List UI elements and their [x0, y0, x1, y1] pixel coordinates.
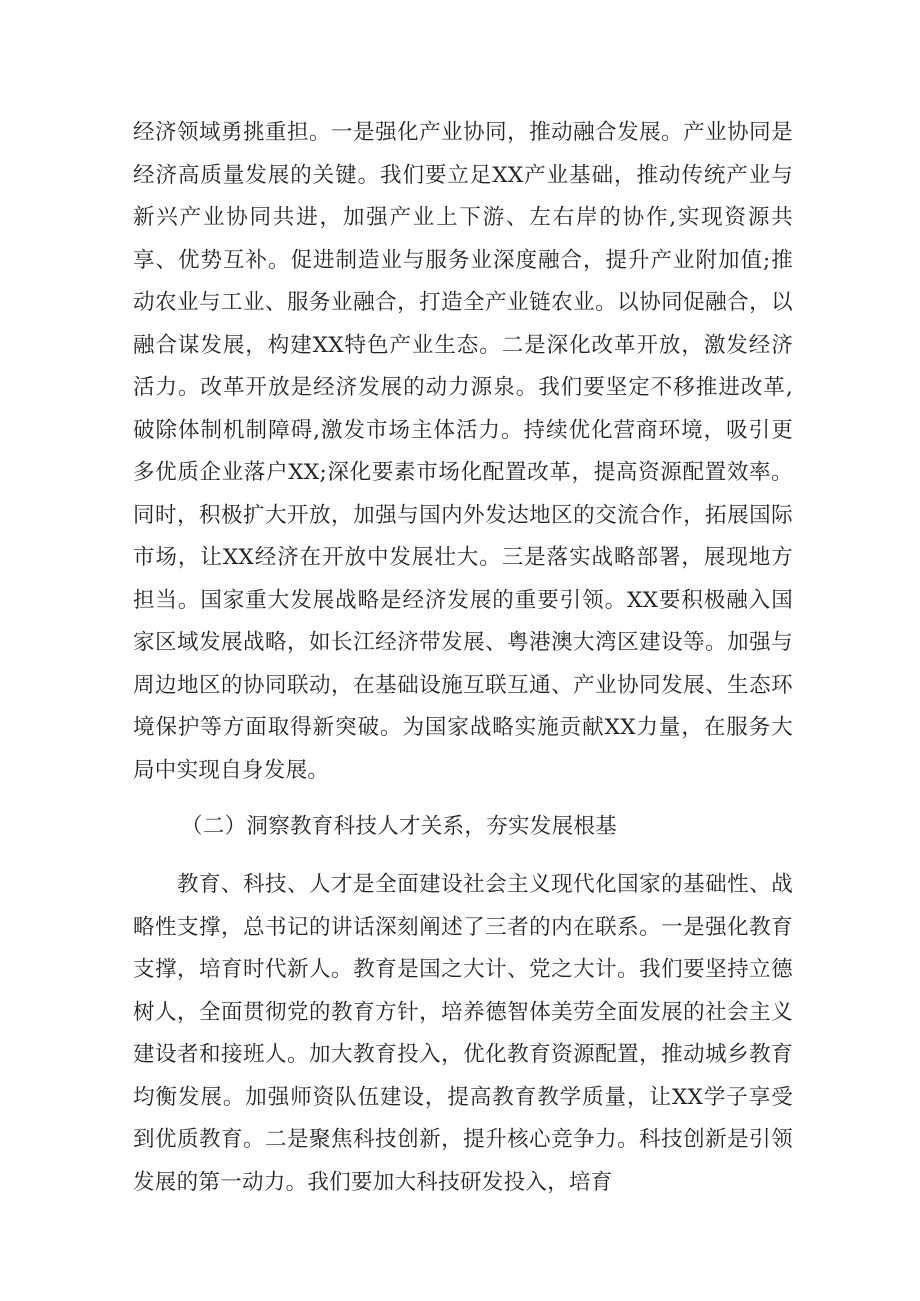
section-heading: （二）洞察教育科技人才关系，夯实发展根基 — [181, 814, 618, 839]
body-paragraph-economy: 经济领域勇挑重担。一是强化产业协同，推动融合发展。产业协同是经济高质量发展的关键。我们要立足XX产业基础，推动传统产业与新兴产业协同共进，加强产业上下游、左右岸的协作,实现资源共享、优势互补。促进制造业与服务业深度融合，提升产业附加值;推动农业与工业、服务业融合，打造全产业链农业。以协同促融合，以融合谋发展，构建XX特色产业生态。二是深化改革开放，激发经济活力。改革开放是经济发展的动力源泉。我们要坚定不移推进改革,破除体制机制障碍,激发市场主体活力。持续优化营商环境，吸引更多优质企业落户XX;深化要素市场化配置改革，提高资源配置效率。同时，积极扩大开放，加强与国内外发达地区的交流合作，拓展国际市场，让XX经济在开放中发展壮大。三是落实战略部署，展现地方担当。国家重大发展战略是经济发展的重要引领。XX要积极融入国家区域发展战略，如长江经济带发展、粤港澳大湾区建设等。加强与周边地区的协同联动，在基础设施互联互通、产业协同发展、生态环境保护等方面取得新突破。为国家战略实施贡献XX力量，在服务大局中实现自身发展。 — [133, 120, 793, 783]
body-paragraph-education: 教育、科技、人才是全面建设社会主义现代化国家的基础性、战略性支撑，总书记的讲话深刻阐述了三者的内在联系。一是强化教育支撑，培育时代新人。教育是国之大计、党之大计。我们要坚持立德树人，全面贯彻党的教育方针，培养德智体美劳全面发展的社会主义建设者和接班人。加大教育投入，优化教育资源配置，推动城乡教育均衡发展。加强师资队伍建设，提高教育教学质量，让XX学子享受到优质教育。二是聚焦科技创新，提升核心竞争力。科技创新是引领发展的第一动力。我们要加大科技研发投入，培育 — [133, 872, 793, 1195]
